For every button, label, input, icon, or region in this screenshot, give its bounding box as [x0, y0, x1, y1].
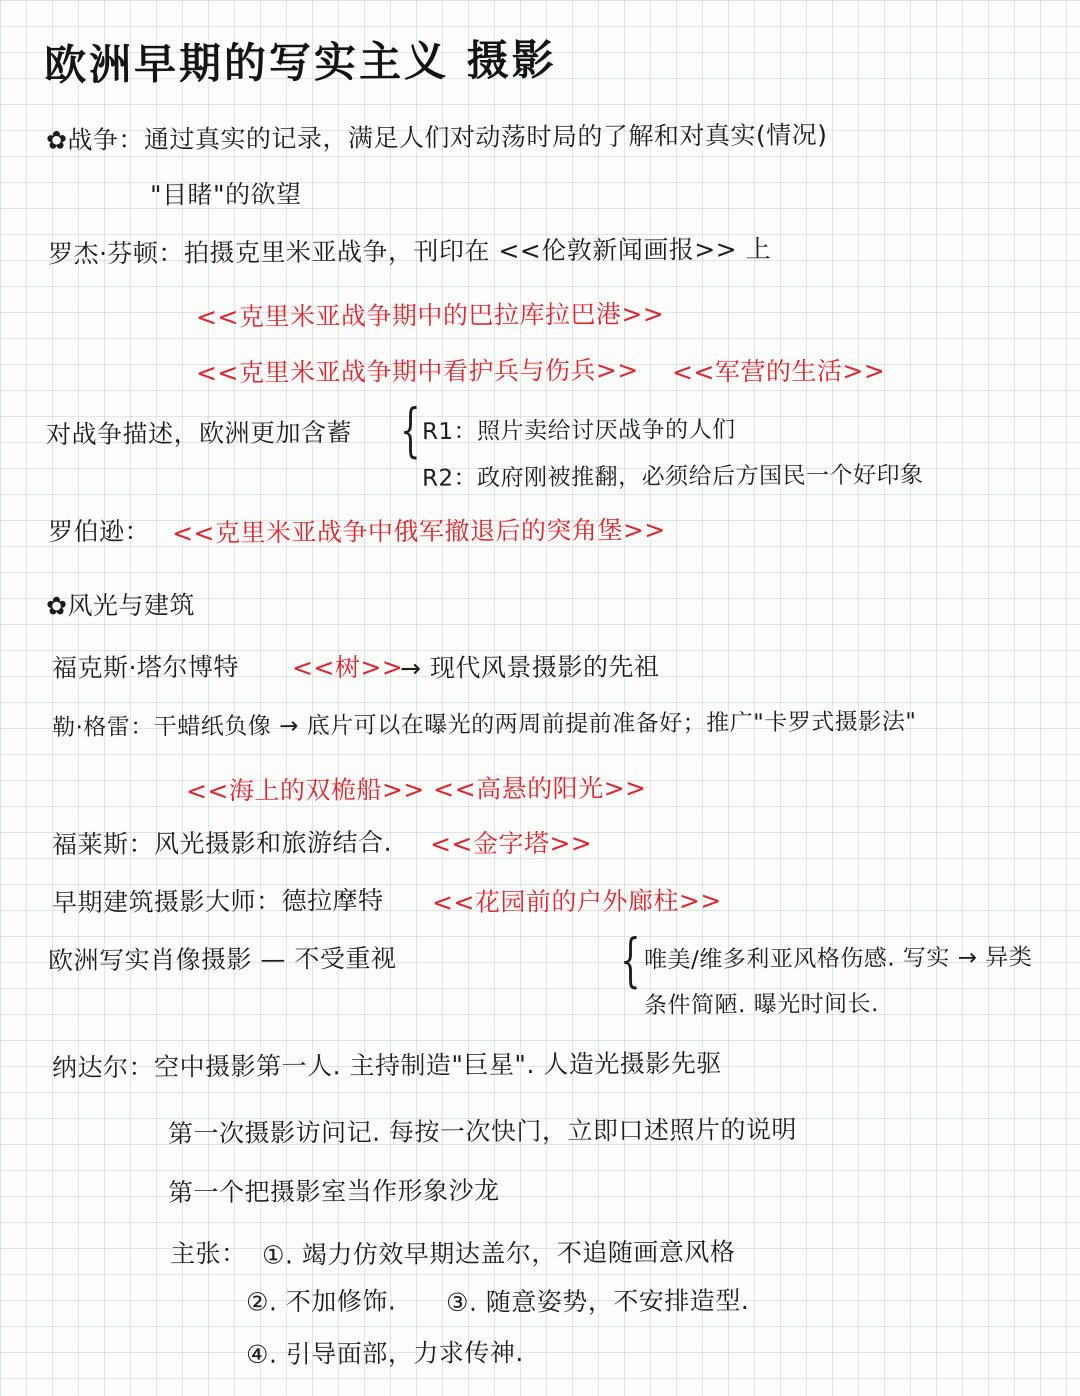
nadar-line-1: 第一次摄影访问记. 每按一次快门，立即口述照片的说明 [167, 1114, 798, 1149]
portrait-lead: 欧洲写实肖像摄影 — 不受重视 [47, 943, 397, 976]
war-note-r2: R2：政府刚被推翻，必须给后方国民一个好印象 [421, 462, 924, 492]
talbot-work: <<树>> [291, 652, 404, 683]
talbot-tail: → 现代风景摄影的先祖 [399, 652, 660, 683]
claim-2: ②. 不加修饰. [245, 1286, 397, 1317]
red-work-camp-life: <<军营的生活>> [671, 356, 886, 387]
nadar-line-2: 第一个把摄影室当作形象沙龙 [167, 1175, 500, 1208]
brace-war-notes: { [400, 396, 421, 464]
portrait-note-2: 条件简陋. 曝光时间长. [643, 991, 880, 1019]
delamotte-label: 早期建筑摄影大师：德拉摩特 [51, 885, 384, 918]
war-description-lead: 对战争描述，欧洲更加含蓄 [45, 417, 353, 450]
brace-portrait-notes: { [620, 926, 641, 994]
red-work-balaklava: <<克里米亚战争期中的巴拉库拉巴港>> [195, 299, 665, 332]
red-work-nurses: <<克里米亚战争期中看护兵与伤兵>> [195, 355, 639, 388]
fenton-line: 罗杰·芬顿：拍摄克里米亚战争，刊印在 <<伦敦新闻画报>> 上 [47, 234, 772, 269]
portrait-note-1: 唯美/维多利亚风格伤感. 写实 → 异类 [643, 944, 1033, 974]
talbot-label: 福克斯·塔尔博特 [51, 652, 240, 683]
page-title-text: 欧洲早期的写实主义 摄影 [43, 35, 557, 90]
delamotte-work: <<花园前的户外廊柱>> [431, 885, 722, 918]
legray-works: <<海上的双桅船>> <<高悬的阳光>> [185, 773, 647, 806]
robertson-label: 罗伯逊： [47, 516, 151, 547]
claim-4: ④. 引导面部，力求传神. [245, 1338, 524, 1369]
landscape-heading: ✿风光与建筑 [45, 590, 196, 621]
claim-3: ③. 随意姿势，不安排造型. [445, 1285, 750, 1318]
war-note-r1: R1：照片卖给讨厌战争的人们 [421, 416, 736, 446]
frith-work: <<金字塔>> [429, 828, 593, 859]
nadar-heading: 纳达尔：空中摄影第一人. 主持制造"巨星". 人造光摄影先驱 [51, 1048, 722, 1083]
war-heading: ✿战争：通过真实的记录，满足人们对动荡时局的了解和对真实(情况) [45, 120, 828, 155]
claim-1: ①. 竭力仿效早期达盖尔，不追随画意风格 [261, 1237, 736, 1270]
claims-label: 主张： [169, 1238, 247, 1269]
frith-label: 福莱斯：风光摄影和旅游结合. [51, 827, 393, 860]
robertson-work: <<克里米亚战争中俄军撤退后的突角堡>> [171, 515, 666, 548]
legray-line: 勒·格雷：干蜡纸负像 → 底片可以在曝光的两周前提前准备好；推广"卡罗式摄影法" [51, 708, 917, 742]
war-heading-continued: "目睹"的欲望 [149, 179, 302, 210]
